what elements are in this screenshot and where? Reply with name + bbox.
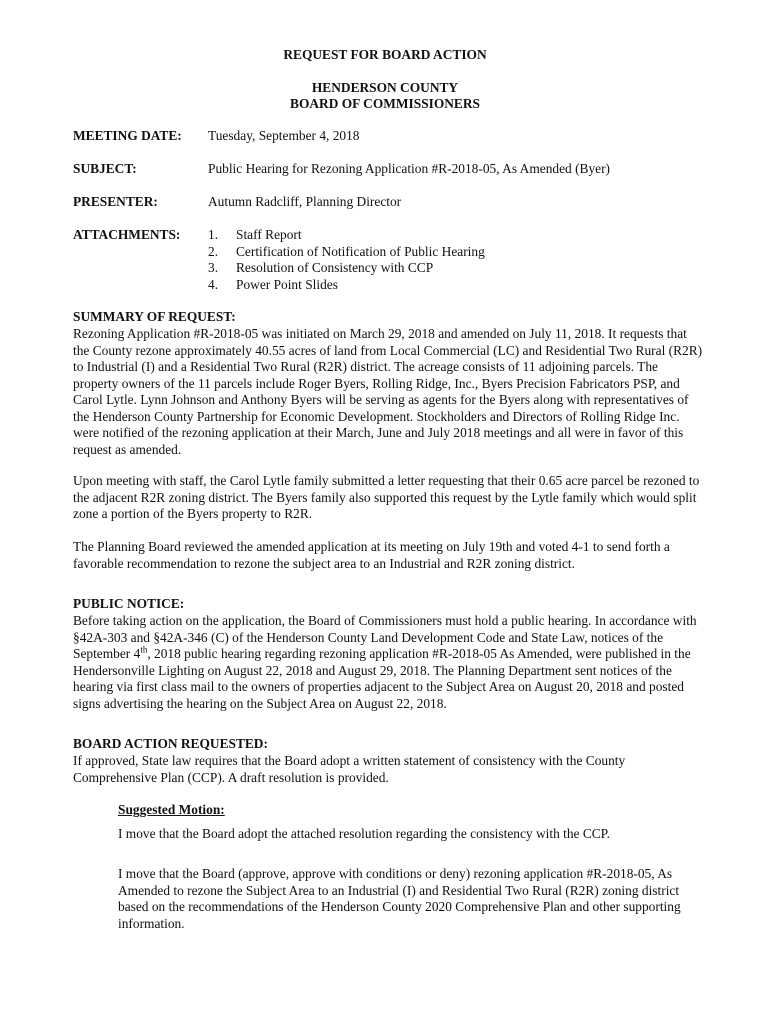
attachment-number: 1. xyxy=(208,227,219,242)
attachments-label: ATTACHMENTS: xyxy=(73,227,181,242)
attachment-number: 3. xyxy=(208,260,219,275)
attachments-list xyxy=(208,227,628,293)
attachment-item xyxy=(208,244,628,261)
attachment-number: 2. xyxy=(208,243,219,259)
public-notice-heading: PUBLIC NOTICE: xyxy=(73,596,185,611)
public-notice-text-start: Before taking action on the application, the Board of Commissioners must hold a public hearing. In accordance with §42A-303 and §42A-346 (C) of the Henderson County Land Development Code and State Law, notices of the September 4 xyxy=(73,613,697,661)
ordinal-suffix: th xyxy=(140,644,148,655)
attachment-item xyxy=(208,260,628,277)
motion-2: I move that the Board (approve, approve with conditions or deny) rezoning application #R-2018-05, As Amended to rezone the Subject Area to an Industrial (I) and Residential Two Rural (R2R) zoning district based on the recommendations of the Henderson County 2020 Comprehensive Plan and other supporting information. xyxy=(118,866,681,931)
motion-1: I move that the Board adopt the attached resolution regarding the consistency with the CCP. xyxy=(118,826,610,841)
document-title: REQUEST FOR BOARD ACTION xyxy=(283,47,487,62)
county-name: HENDERSON COUNTY xyxy=(311,80,459,95)
attachment-text: Power Point Slides xyxy=(236,276,338,292)
attachment-number: 4. xyxy=(208,276,219,292)
meeting-date-value: Tuesday, September 4, 2018 xyxy=(208,128,360,143)
attachment-text: Resolution of Consistency with CCP xyxy=(236,260,434,275)
board-name: BOARD OF COMMISSIONERS xyxy=(290,96,480,111)
presenter-label: PRESENTER: xyxy=(73,194,158,209)
summary-heading: SUMMARY OF REQUEST: xyxy=(73,309,236,324)
suggested-motion-heading: Suggested Motion: xyxy=(118,802,225,817)
summary-paragraph-3: The Planning Board reviewed the amended application at its meeting on July 19th and voted 4-1 to send forth a favorable recommendation to rezone the subject area to an Industrial and R2R zoning district. xyxy=(73,539,670,571)
attachment-text: Staff Report xyxy=(236,227,302,242)
public-notice-text-end: , 2018 public hearing regarding rezoning application #R-2018-05 As Amended, were published in the Hendersonville Lighting on August 22, 2018 and August 29, 2018. The Planning Department sent notices of the hearing via first class mail to the owners of properties adjacent to the Subject Area on August 20, 2018 and posted signs advertising the hearing on the Subject Area on August 22, 2018. xyxy=(73,646,691,711)
summary-paragraph-1: Rezoning Application #R-2018-05 was initiated on March 29, 2018 and amended on July 11, 2018. It requests that the County rezone approximately 40.55 acres of land from Local Commercial (LC) and Residential Two Rural (R2R) to Industrial (I) and a Residential Two Rural (R2R) district. The acreage consists of 11 adjoining parcels. The property owners of the 11 parcels include Roger Byers, Rolling Ridge, Inc., Byers Precision Fabricators PSP, and Carol Lytle. Lynn Johnson and Anthony Byers will be serving as agents for the Byers along with representatives of the Henderson County Partnership for Economic Development. Stockholders and Directors of Rolling Ridge Inc. were notified of the rezoning application at their March, June and July 2018 meetings and all were in favor of this request as amended. xyxy=(73,326,703,457)
presenter-value: Autumn Radcliff, Planning Director xyxy=(208,194,402,209)
attachment-text: Certification of Notification of Public Hearing xyxy=(236,243,485,259)
attachment-item xyxy=(208,227,628,244)
public-notice-paragraph xyxy=(73,613,705,712)
meeting-date-label: MEETING DATE: xyxy=(73,128,182,143)
subject-value: Public Hearing for Rezoning Application #R-2018-05, As Amended (Byer) xyxy=(208,161,611,176)
board-action-heading: BOARD ACTION REQUESTED: xyxy=(73,736,268,751)
attachment-item xyxy=(208,277,628,294)
board-action-paragraph: If approved, State law requires that the Board adopt a written statement of consistency with the County Comprehensive Plan (CCP). A draft resolution is provided. xyxy=(73,753,626,785)
summary-paragraph-2: Upon meeting with staff, the Carol Lytle family submitted a letter requesting that their 0.65 acre parcel be rezoned to the adjacent R2R zoning district. The Byers family also supported this request by the Lytle family which would split zone a portion of the Byers property to R2R. xyxy=(73,473,700,521)
subject-label: SUBJECT: xyxy=(73,161,137,176)
